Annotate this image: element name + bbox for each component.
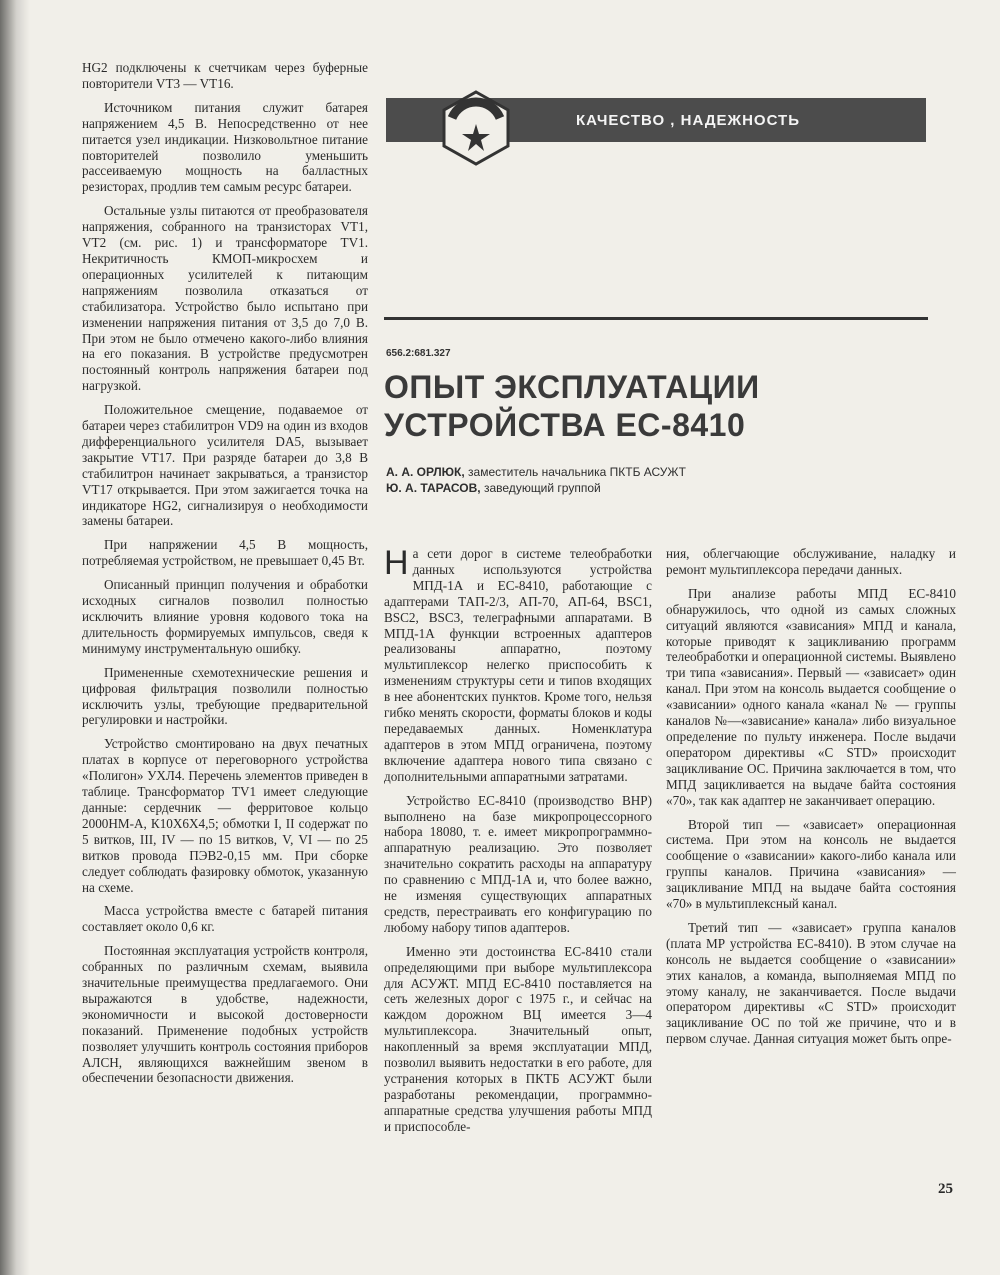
udc-code: 656.2:681.327 [386, 348, 451, 359]
author-name: Ю. А. ТАРАСОВ, [386, 481, 481, 495]
left-column [82, 60, 368, 1094]
quality-mark-emblem-icon [438, 90, 514, 166]
right-column [666, 546, 956, 1055]
title-line: ОПЫТ ЭКСПЛУАТАЦИИ [384, 369, 760, 405]
right-paragraph: При анализе работы МПД ЕС-8410 обнаружилось, что одной из самых сложных ситуаций являются «зависания» МПД и канала, которые приводят к зацикливанию программ телеобработки и операционной системы. Выявлено три типа «зависания». Первый — «зависает» один канал. При этом на консоль выдается сообщение о «зависании» одного канала «канал № — группы каналов №—«зависание» канала» либо визуальное определение по пульту инженера. После выдачи оператором директивы «С STD» происходит зацикливание ОС. Причина заключается в том, что МПД зацикливается на выдаче байта состояния «70», так как адаптер не заканчивает операцию. [666, 585, 956, 808]
left-paragraph: Описанный принцип получения и обработки исходных сигналов позволил полностью исключить влияние уровня кодового тока на длительность формируемых импульсов, сведя к минимуму инструментальную ошибку. [82, 577, 368, 656]
left-paragraph: Положительное смещение, подаваемое от батареи через стабилитрон VD9 на один из входов дифференциального усилителя DA5, вызывает закрытие VT17. При разряде батареи до 3,8 В стабилитрон начинает закрываться, а транзистор VT17 открывается. При этом зажигается точка на индикаторе HG2, сигнализируя о необходимости замены батареи. [82, 402, 368, 529]
page-number: 25 [938, 1181, 953, 1197]
author-role: заведующий группой [483, 481, 601, 495]
left-paragraph: Остальные узлы питаются от преобразователя напряжения, собранного на транзисторах VT1, VT2 (см. рис. 1) и трансформаторе TV1. Некритичность КМОП-микросхем и операционных усилителей к питающим напряжениям позволила отказаться от стабилизатора. Устройство было испытано при изменении напряжения питания от 3,5 до 7,0 В. При этом не было отмечено какого-либо влияния на его показания. В устройстве предусмотрен постоянный контроль напряжения батареи под нагрузкой. [82, 203, 368, 394]
middle-paragraph: Именно эти достоинства ЕС-8410 стали определяющими при выборе мультиплексора для АСУЖТ. МПД ЕС-8410 поставляется на сеть железных дорог с 1975 г., и сейчас на каждом дорожном ВЦ имеется 3—4 мультиплексора. Значительный опыт, накопленный за время эксплуатации МПД, позволил выявить недостатки в его работе, для устранения которых в ПКТБ АСУЖТ были разработаны рекомендации, программно-аппаратные средства улучшения работы МПД и приспособле- [384, 943, 652, 1134]
left-paragraph: Примененные схемотехнические решения и цифровая фильтрация позволили полностью исключить узлы, требующие предварительной регулировки и настройки. [82, 664, 368, 728]
middle-paragraph: Устройство ЕС-8410 (производство ВНР) выполнено на базе микропроцессорного набора 18080, т. е. имеет микропрограммно-аппаратную реализацию. Это позволяет значительно сократить расходы на аппаратуру по сравнению с МПД-1А и, что более важно, не изменяя существующих аппаратных средств, перестраивать его конфигурацию по любому набору типов адаптеров. [384, 792, 652, 935]
author-list [386, 464, 946, 496]
author [386, 480, 946, 496]
right-paragraph: Третий тип — «зависает» группа каналов (плата МР устройства ЕС-8410). В этом случае на консоль не выдается сообщение о «зависании» этих каналов, а команда, выполняемая МПД по этому каналу, не заканчивается. После выдачи оператором директивы «С STD» происходит зацикливание ОС по той же причине, что и в первом случае. Данная ситуация может быть опре- [666, 919, 956, 1047]
section-banner [386, 90, 926, 150]
left-paragraph: Постоянная эксплуатация устройств контроля, собранных по различным схемам, выявила значительные преимущества предлагаемого. Они выражаются в удобстве, надежности, экономичности и высокой достоверности показаний. Применение подобных устройств позволяет улучшить контроль состояния приборов АЛСН, являющихся важнейшим звеном в обеспечении безопасности движения. [82, 943, 368, 1086]
emblem-text: СССР [464, 110, 488, 119]
horizontal-rule [384, 317, 928, 320]
banner-title: КАЧЕСТВО , НАДЕЖНОСТЬ [575, 112, 800, 129]
middle-column [384, 546, 652, 1143]
author-name: А. А. ОРЛЮК, [386, 465, 465, 479]
left-paragraph: HG2 подключены к счетчикам через буферные повторители VT3 — VT16. [82, 60, 368, 91]
author-role: заместитель начальника ПКТБ АСУЖТ [468, 465, 686, 479]
left-paragraph: Устройство смонтировано на двух печатных платах в корпусе от переговорного устройства «Полигон» УХЛ4. Перечень элементов приведен в таблице. Трансформатор TV1 имеет следующие данные: сердечник — ферритовое кольцо 2000НМ-А, К10Х6Х4,5; обмотки I, II содержат по 5 витков, III, IV — по 15 витков, V, VI — по 25 витков провода ПЭВ2-0,15 мм. При сборке следует соблюдать фазировку обмоток, указанную на схеме. [82, 736, 368, 895]
title-line: УСТРОЙСТВА ЕС-8410 [384, 407, 746, 443]
drop-cap: Н [384, 544, 409, 582]
right-paragraph: ния, облегчающие обслуживание, наладку и ремонт мультиплексора передачи данных. [666, 546, 956, 577]
middle-paragraph [384, 546, 652, 785]
middle-paragraph-text: а сети дорог в системе телеобработки данных используются устройства МПД-1А и ЕС-8410, работающие с адаптерами ТАП-2/3, АП-70, АП-64, BSC1, BSC2, BSC3, телеграфными аппаратами. В МПД-1А функции встроенных адаптеров реализованы аппаратно, поэтому мультиплексор нелегко приспособить к изменениям структуры сети и типов входящих в нее абонентских пунктов. Кроме того, нельзя гибко менять скорости, форматы блоков и коды передаваемых данных. Номенклатура адаптеров в этом МПД ограничена, поэтому включение адаптера нового типа связано с дополнительными аппаратными затратами. [384, 546, 652, 784]
binding-shadow [0, 0, 30, 1275]
article-title [384, 368, 944, 444]
left-paragraph: При напряжении 4,5 В мощность, потребляемая устройством, не превышает 0,45 Вт. [82, 537, 368, 569]
left-paragraph: Источником питания служит батарея напряжением 4,5 В. Непосредственно от нее питается узел индикации. Низковольтное питание повторителей позволило уменьшить рассеиваемую мощность на балластных резисторах, продлив тем самым ресурс батареи. [82, 99, 368, 195]
right-paragraph: Второй тип — «зависает» операционная система. При этом на консоль не выдается сообщение о «зависании» какого-либо канала или группы каналов. Причина «зависания» — зацикливание МПД на выдаче байта состояния «70» в мультиплексный канал. [666, 816, 956, 912]
author [386, 464, 946, 480]
left-paragraph: Масса устройства вместе с батарей питания составляет около 0,6 кг. [82, 903, 368, 935]
